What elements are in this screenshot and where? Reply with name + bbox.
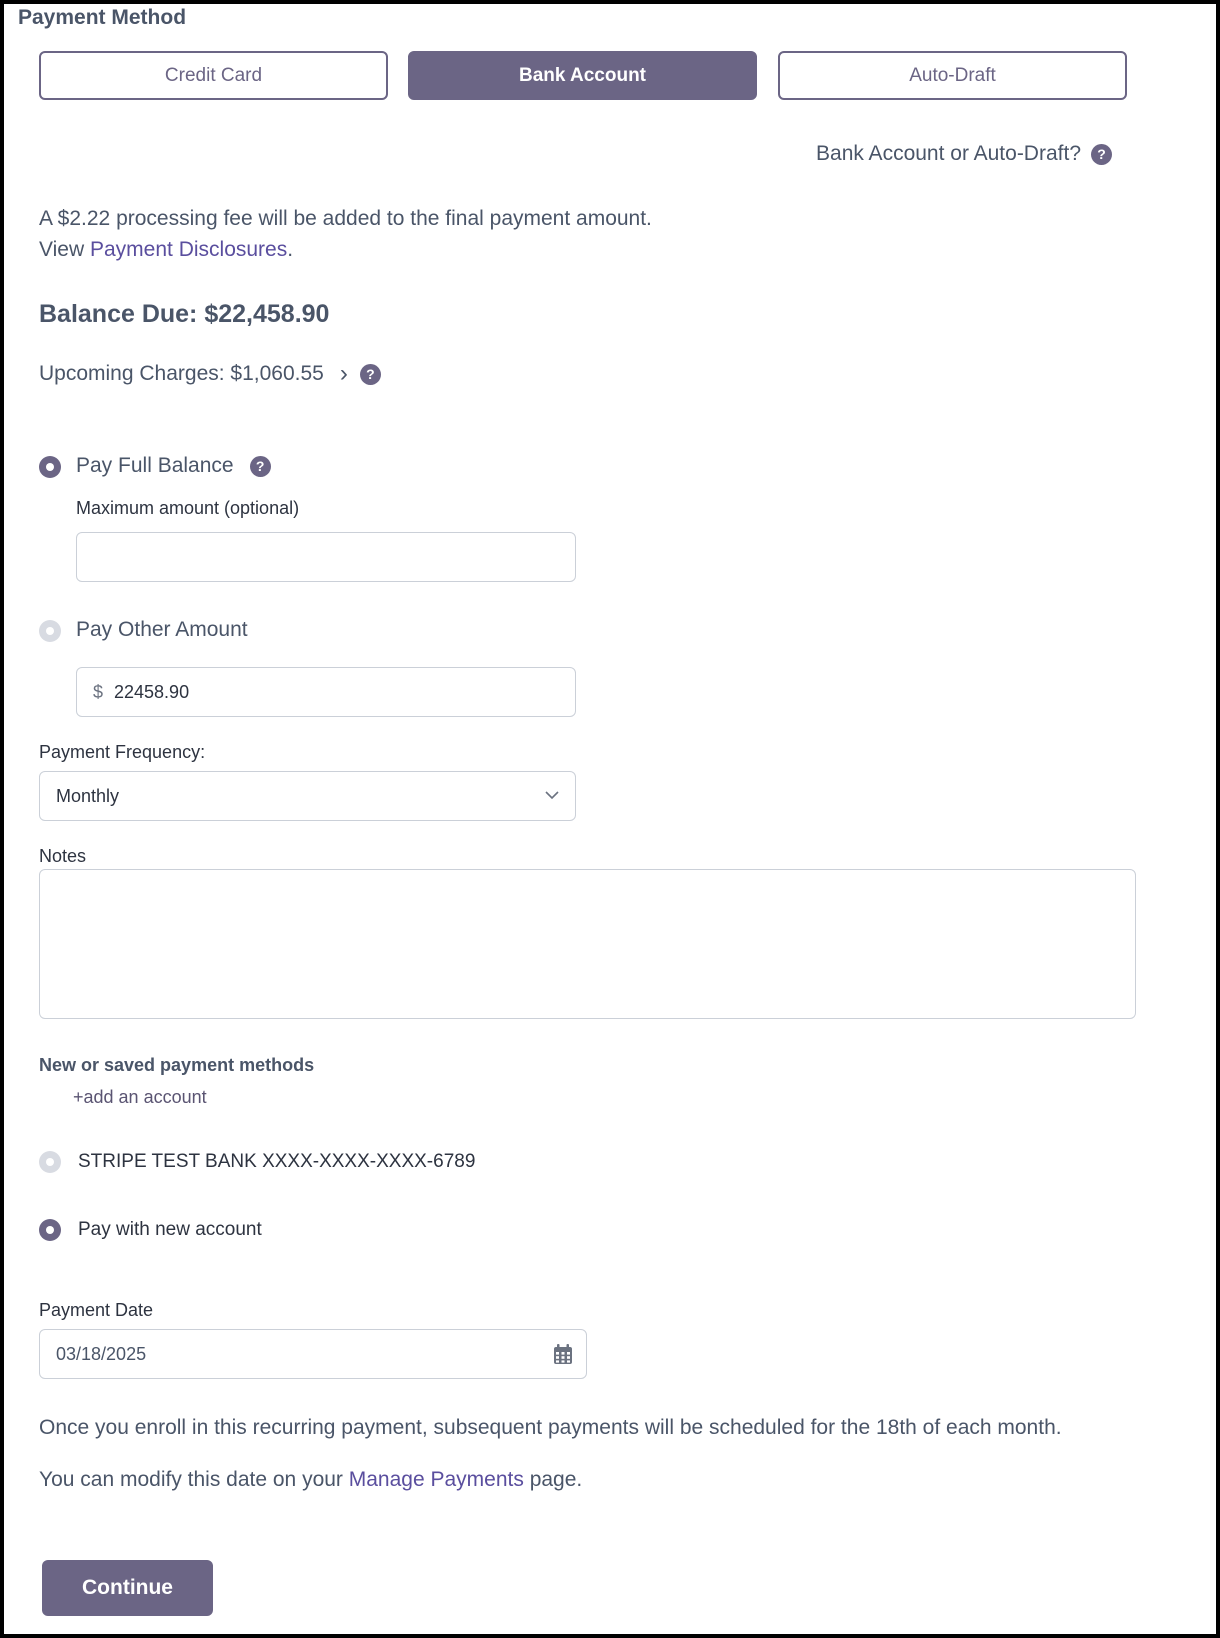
manage-payments-link[interactable]: Manage Payments bbox=[348, 1468, 524, 1491]
chevron-right-icon[interactable]: › bbox=[339, 360, 348, 387]
saved-bank-label: STRIPE TEST BANK XXXX-XXXX-XXXX-6789 bbox=[78, 1151, 476, 1172]
pay-other-amount-radio[interactable] bbox=[39, 620, 61, 642]
disclosures-suffix: . bbox=[287, 238, 294, 261]
question-icon[interactable]: ? bbox=[360, 364, 381, 385]
section-title: Payment Method bbox=[18, 6, 187, 29]
maximum-amount-label: Maximum amount (optional) bbox=[76, 498, 300, 518]
tab-credit-card[interactable]: Credit Card bbox=[39, 51, 388, 100]
calendar-icon[interactable] bbox=[553, 1344, 573, 1365]
other-amount-input[interactable] bbox=[76, 667, 576, 717]
payment-frequency-label: Payment Frequency: bbox=[39, 742, 206, 762]
pay-full-balance bbox=[76, 454, 271, 478]
disclosures-line bbox=[39, 238, 293, 262]
notes-textarea[interactable] bbox=[39, 869, 1136, 1019]
new-account-label: Pay with new account bbox=[78, 1219, 262, 1240]
modify-notice-prefix: You can modify this date on your bbox=[39, 1468, 349, 1491]
bank-autodraft-help-label: Bank Account or Auto-Draft? bbox=[816, 142, 1081, 165]
other-amount-value: 22458.90 bbox=[114, 682, 190, 702]
question-icon[interactable]: ? bbox=[1091, 144, 1112, 165]
bank-autodraft-help[interactable] bbox=[816, 142, 1112, 166]
question-icon[interactable]: ? bbox=[250, 456, 271, 477]
upcoming-charges[interactable] bbox=[39, 360, 381, 388]
maximum-amount-input[interactable] bbox=[76, 532, 576, 582]
recurring-notice: Once you enroll in this recurring payment, subsequent payments will be scheduled for the 18th of each month. bbox=[39, 1416, 1062, 1439]
disclosures-prefix: View bbox=[39, 238, 90, 261]
dollar-sign-icon: $ bbox=[93, 682, 104, 702]
saved-bank-radio[interactable] bbox=[39, 1151, 61, 1173]
chevron-down-icon bbox=[545, 791, 559, 800]
balance-due: Balance Due: $22,458.90 bbox=[39, 300, 330, 328]
payment-date-input[interactable] bbox=[39, 1329, 587, 1379]
fee-notice: A $2.22 processing fee will be added to the final payment amount. bbox=[39, 207, 652, 230]
payment-date-label: Payment Date bbox=[39, 1300, 154, 1320]
payment-frequency-value: Monthly bbox=[56, 786, 120, 806]
continue-button[interactable]: Continue bbox=[42, 1560, 213, 1616]
tab-auto-draft[interactable]: Auto-Draft bbox=[778, 51, 1127, 100]
upcoming-charges-label: Upcoming Charges: $1,060.55 bbox=[39, 362, 324, 385]
notes-label: Notes bbox=[39, 846, 87, 866]
payment-frequency-select[interactable] bbox=[39, 771, 576, 821]
new-account-radio[interactable] bbox=[39, 1219, 61, 1241]
payment-date-value: 03/18/2025 bbox=[56, 1344, 147, 1364]
add-account-link[interactable]: +add an account bbox=[73, 1087, 207, 1107]
pay-other-amount-label: Pay Other Amount bbox=[76, 618, 248, 641]
pay-full-balance-label: Pay Full Balance bbox=[76, 454, 234, 477]
payment-disclosures-link[interactable]: Payment Disclosures bbox=[89, 238, 288, 261]
pay-full-balance-radio[interactable] bbox=[39, 456, 61, 478]
modify-notice bbox=[39, 1468, 582, 1492]
tab-bank-account[interactable]: Bank Account bbox=[408, 51, 757, 100]
modify-notice-suffix: page. bbox=[523, 1468, 583, 1491]
payment-methods-heading: New or saved payment methods bbox=[39, 1055, 315, 1075]
